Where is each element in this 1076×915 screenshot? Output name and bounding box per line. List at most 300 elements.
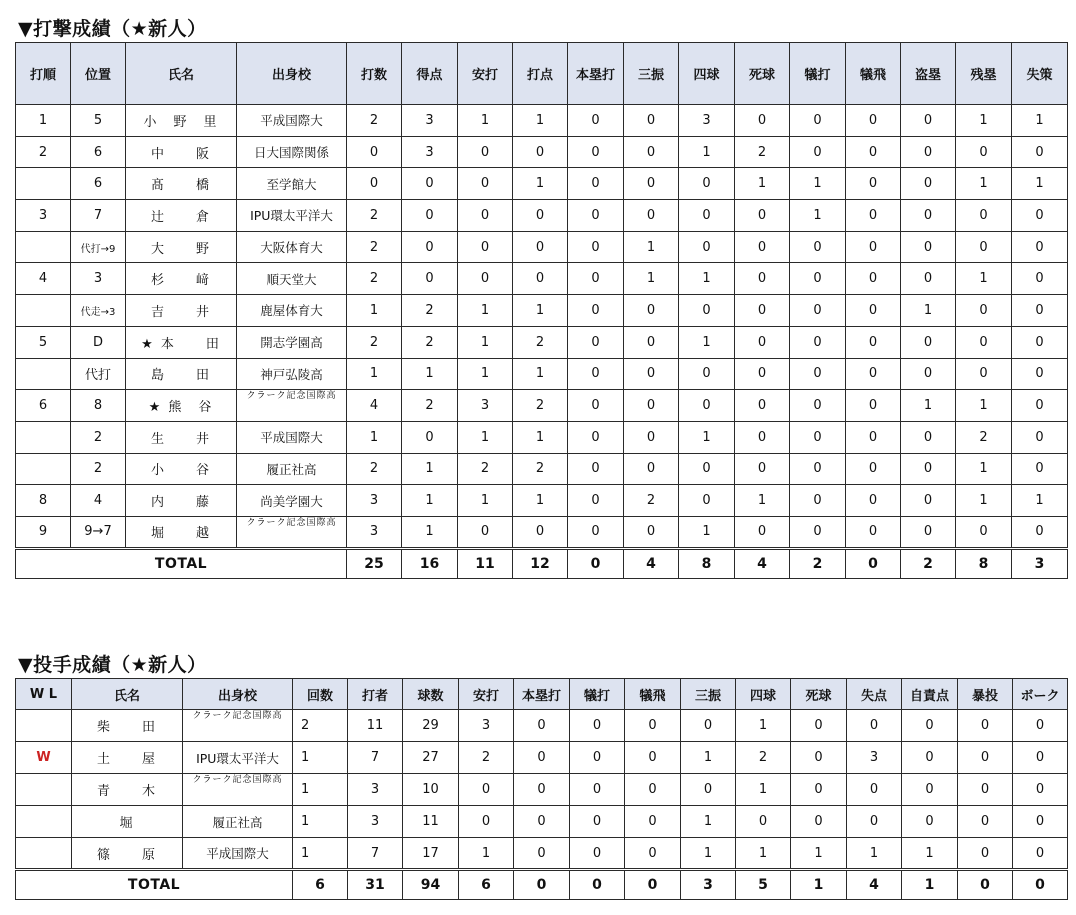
stat-cell: 2 [402, 326, 458, 358]
player-name: 髙 橋 [126, 168, 237, 200]
stat-cell: 2 [347, 105, 402, 137]
stat-cell: 0 [1012, 200, 1068, 232]
batting-order: 1 [16, 105, 71, 137]
stat-cell: 0 [402, 200, 458, 232]
stat-cell: 0 [568, 168, 624, 200]
stat-cell: 0 [625, 774, 681, 806]
player-name: ★ 本 田 [126, 326, 237, 358]
stat-cell: 0 [568, 295, 624, 327]
stat-cell: 1 [901, 390, 956, 422]
player-name: 内 藤 [126, 485, 237, 517]
stat-cell: 0 [958, 838, 1013, 870]
stat-cell: 0 [459, 774, 514, 806]
stat-cell: 1 [735, 485, 790, 517]
stat-cell: 0 [624, 200, 679, 232]
column-header: 三振 [624, 43, 679, 105]
stat-cell: 0 [624, 421, 679, 453]
stat-cell: 0 [568, 200, 624, 232]
stat-cell: 0 [901, 421, 956, 453]
column-header: 安打 [458, 43, 513, 105]
pitcher-name: 篠 原 [72, 838, 183, 870]
school: IPU環太平洋大 [183, 742, 293, 774]
stat-cell: 0 [624, 168, 679, 200]
stat-cell: 0 [514, 774, 570, 806]
stat-cell: 1 [458, 421, 513, 453]
column-header: 犠打 [790, 43, 846, 105]
position: 代打→9 [71, 231, 126, 263]
batting-section-title: ▼打撃成績（★新人） [18, 18, 207, 40]
stat-cell: 1 [681, 806, 736, 838]
stat-cell: 0 [902, 742, 958, 774]
stat-cell: 0 [402, 168, 458, 200]
stat-cell: 0 [846, 231, 901, 263]
column-header: 死球 [791, 679, 847, 710]
stat-cell: 0 [568, 390, 624, 422]
total-cell: 0 [514, 870, 570, 900]
stat-cell: 0 [790, 453, 846, 485]
stat-cell: 0 [791, 742, 847, 774]
stat-cell: 0 [846, 263, 901, 295]
stat-cell: 0 [681, 710, 736, 742]
stat-cell: 1 [402, 358, 458, 390]
stat-cell: 2 [458, 453, 513, 485]
stat-cell: 0 [846, 326, 901, 358]
stat-cell: 1 [956, 263, 1012, 295]
stat-cell: 0 [625, 806, 681, 838]
stat-cell: 2 [459, 742, 514, 774]
stat-cell: 1 [847, 838, 902, 870]
stat-cell: 0 [901, 485, 956, 517]
stat-cell: 1 [459, 838, 514, 870]
stat-cell: 0 [624, 453, 679, 485]
stat-cell: 1 [790, 168, 846, 200]
pitcher-name: 柴 田 [72, 710, 183, 742]
stat-cell: 1 [956, 485, 1012, 517]
stat-cell: 0 [846, 200, 901, 232]
batting-row [16, 105, 1068, 137]
position: 4 [71, 485, 126, 517]
stat-cell: 0 [568, 263, 624, 295]
player-name: 小 谷 [126, 453, 237, 485]
batting-row [16, 295, 1068, 327]
player-name: 生 井 [126, 421, 237, 453]
stat-cell: 0 [901, 200, 956, 232]
stat-cell: 3 [402, 136, 458, 168]
pitcher-name: 土 屋 [72, 742, 183, 774]
stat-cell: 4 [347, 390, 402, 422]
stat-cell: 0 [847, 774, 902, 806]
batting-row [16, 516, 1068, 548]
stat-cell: 0 [958, 774, 1013, 806]
win-loss-mark [16, 806, 72, 838]
batting-order [16, 453, 71, 485]
stat-cell: 0 [790, 326, 846, 358]
stat-cell: 0 [958, 806, 1013, 838]
stat-cell: 1 [679, 136, 735, 168]
stat-cell: 0 [901, 358, 956, 390]
column-header: ボーク [1013, 679, 1068, 710]
stat-cell: 0 [570, 838, 625, 870]
stat-cell: 1 [679, 421, 735, 453]
stat-cell: 0 [568, 105, 624, 137]
stat-cell: 0 [956, 326, 1012, 358]
stat-cell: 3 [459, 710, 514, 742]
stat-cell: 2 [513, 326, 568, 358]
stat-cell: 1 [513, 485, 568, 517]
stat-cell: 1 [513, 105, 568, 137]
stat-cell: 0 [570, 710, 625, 742]
pitching-section-title: ▼投手成績（★新人） [18, 654, 207, 676]
player-name: 杉 﨑 [126, 263, 237, 295]
total-cell: 4 [847, 870, 902, 900]
player-name: 中 阪 [126, 136, 237, 168]
stat-cell: 1 [681, 742, 736, 774]
stat-cell: 0 [956, 516, 1012, 548]
batting-total-row [16, 548, 1068, 578]
batting-row [16, 485, 1068, 517]
stat-cell: 0 [901, 105, 956, 137]
stat-cell: 3 [679, 105, 735, 137]
position: 9→7 [71, 516, 126, 548]
position: 2 [71, 421, 126, 453]
stat-cell: 0 [624, 295, 679, 327]
stat-cell: 0 [901, 231, 956, 263]
batting-order: 3 [16, 200, 71, 232]
school: クラーク記念国際高 [237, 390, 347, 422]
innings: 1 [293, 806, 348, 838]
stat-cell: 0 [1012, 390, 1068, 422]
total-cell: 25 [347, 548, 402, 578]
column-header: 氏名 [126, 43, 237, 105]
stat-cell: 1 [402, 516, 458, 548]
pitching-row [16, 710, 1068, 742]
stat-cell: 0 [514, 838, 570, 870]
stat-cell: 0 [679, 390, 735, 422]
stat-cell: 3 [348, 774, 403, 806]
stat-cell: 0 [1012, 231, 1068, 263]
stat-cell: 3 [847, 742, 902, 774]
stat-cell: 0 [847, 710, 902, 742]
stat-cell: 0 [791, 710, 847, 742]
school: 履正社高 [183, 806, 293, 838]
player-name: 大 野 [126, 231, 237, 263]
player-name: 吉 井 [126, 295, 237, 327]
stat-cell: 1 [402, 485, 458, 517]
stat-cell: 0 [846, 516, 901, 548]
stat-cell: 2 [956, 421, 1012, 453]
stat-cell: 0 [790, 105, 846, 137]
batting-row [16, 453, 1068, 485]
total-cell: 8 [679, 548, 735, 578]
player-name: 堀 越 [126, 516, 237, 548]
school: 順天堂大 [237, 263, 347, 295]
stat-cell: 3 [347, 485, 402, 517]
stat-cell: 1 [513, 168, 568, 200]
school: クラーク記念国際高 [183, 774, 293, 806]
stat-cell: 0 [402, 263, 458, 295]
stat-cell: 1 [791, 838, 847, 870]
stat-cell: 0 [846, 136, 901, 168]
stat-cell: 1 [458, 105, 513, 137]
column-header: 氏名 [72, 679, 183, 710]
stat-cell: 11 [403, 806, 459, 838]
stat-cell: 2 [347, 453, 402, 485]
stat-cell: 27 [403, 742, 459, 774]
stat-cell: 0 [1013, 742, 1068, 774]
stat-cell: 0 [570, 742, 625, 774]
school: 鹿屋体育大 [237, 295, 347, 327]
position: 代打 [71, 358, 126, 390]
stat-cell: 0 [735, 326, 790, 358]
total-cell: 16 [402, 548, 458, 578]
stat-cell: 0 [846, 390, 901, 422]
innings: 2 [293, 710, 348, 742]
stat-cell: 0 [681, 774, 736, 806]
stat-cell: 0 [679, 453, 735, 485]
stat-cell: 0 [625, 838, 681, 870]
stat-cell: 1 [347, 421, 402, 453]
column-header: 盗塁 [901, 43, 956, 105]
position: 6 [71, 136, 126, 168]
stat-cell: 0 [1012, 136, 1068, 168]
school: 平成国際大 [237, 421, 347, 453]
stat-cell: 0 [846, 358, 901, 390]
batting-row [16, 231, 1068, 263]
column-header: 出身校 [183, 679, 293, 710]
position: 6 [71, 168, 126, 200]
school: IPU環太平洋大 [237, 200, 347, 232]
stat-cell: 0 [679, 485, 735, 517]
stat-cell: 0 [790, 421, 846, 453]
school: 平成国際大 [183, 838, 293, 870]
stat-cell: 0 [902, 710, 958, 742]
stat-cell: 1 [736, 774, 791, 806]
column-header: 犠飛 [846, 43, 901, 105]
stat-cell: 0 [902, 806, 958, 838]
stat-cell: 0 [624, 390, 679, 422]
stat-cell: 1 [681, 838, 736, 870]
stat-cell: 0 [735, 263, 790, 295]
total-cell: 4 [735, 548, 790, 578]
stat-cell: 1 [458, 358, 513, 390]
stat-cell: 1 [902, 838, 958, 870]
column-header: 犠打 [570, 679, 625, 710]
batting-row [16, 200, 1068, 232]
stat-cell: 3 [348, 806, 403, 838]
stat-cell: 3 [347, 516, 402, 548]
column-header: 自責点 [902, 679, 958, 710]
innings: 1 [293, 742, 348, 774]
stat-cell: 0 [735, 200, 790, 232]
stat-cell: 0 [514, 710, 570, 742]
stat-cell: 0 [568, 485, 624, 517]
stat-cell: 7 [348, 838, 403, 870]
position: 3 [71, 263, 126, 295]
position: 7 [71, 200, 126, 232]
stat-cell: 0 [568, 326, 624, 358]
stat-cell: 0 [514, 742, 570, 774]
stat-cell: 0 [570, 806, 625, 838]
stat-cell: 0 [847, 806, 902, 838]
stat-cell: 1 [458, 295, 513, 327]
pitching-total-row [16, 870, 1068, 900]
stat-cell: 0 [901, 136, 956, 168]
stat-cell: 0 [514, 806, 570, 838]
batting-row [16, 326, 1068, 358]
stat-cell: 1 [513, 295, 568, 327]
column-header: W L [16, 679, 72, 710]
column-header: 球数 [403, 679, 459, 710]
school: 平成国際大 [237, 105, 347, 137]
stat-cell: 0 [736, 806, 791, 838]
stat-cell: 0 [625, 710, 681, 742]
column-header: 打者 [348, 679, 403, 710]
school: 大阪体育大 [237, 231, 347, 263]
stat-cell: 0 [790, 516, 846, 548]
stat-cell: 0 [458, 200, 513, 232]
stat-cell: 1 [736, 710, 791, 742]
column-header: 安打 [459, 679, 514, 710]
stat-cell: 1 [513, 421, 568, 453]
column-header: 失策 [1012, 43, 1068, 105]
column-header: 打順 [16, 43, 71, 105]
stat-cell: 1 [1012, 485, 1068, 517]
stat-cell: 2 [513, 390, 568, 422]
stat-cell: 0 [790, 231, 846, 263]
stat-cell: 0 [402, 231, 458, 263]
total-cell: 6 [293, 870, 348, 900]
stat-cell: 1 [956, 105, 1012, 137]
column-header: 出身校 [237, 43, 347, 105]
batting-order [16, 295, 71, 327]
total-cell: 1 [791, 870, 847, 900]
stat-cell: 1 [679, 516, 735, 548]
total-cell: 3 [1012, 548, 1068, 578]
column-header: 失点 [847, 679, 902, 710]
total-cell: 12 [513, 548, 568, 578]
batting-order: 5 [16, 326, 71, 358]
school: 日大国際関係 [237, 136, 347, 168]
total-cell: 5 [736, 870, 791, 900]
stat-cell: 1 [956, 168, 1012, 200]
batting-order [16, 358, 71, 390]
stat-cell: 0 [568, 453, 624, 485]
stat-cell: 0 [1012, 326, 1068, 358]
stat-cell: 1 [624, 231, 679, 263]
stat-cell: 0 [347, 136, 402, 168]
stat-cell: 0 [624, 358, 679, 390]
stat-cell: 0 [347, 168, 402, 200]
stat-cell: 0 [1012, 453, 1068, 485]
column-header: 暴投 [958, 679, 1013, 710]
stat-cell: 0 [846, 105, 901, 137]
stat-cell: 0 [790, 295, 846, 327]
stat-cell: 0 [568, 231, 624, 263]
column-header: 四球 [736, 679, 791, 710]
stat-cell: 1 [1012, 168, 1068, 200]
stat-cell: 0 [513, 263, 568, 295]
stat-cell: 0 [402, 421, 458, 453]
stat-cell: 1 [901, 295, 956, 327]
position: 5 [71, 105, 126, 137]
stat-cell: 0 [1013, 806, 1068, 838]
batting-row [16, 263, 1068, 295]
stat-cell: 0 [956, 200, 1012, 232]
stat-cell: 0 [846, 453, 901, 485]
batting-order [16, 421, 71, 453]
stat-cell: 11 [348, 710, 403, 742]
stat-cell: 0 [513, 200, 568, 232]
batting-order: 2 [16, 136, 71, 168]
stat-cell: 0 [901, 263, 956, 295]
total-cell: 31 [348, 870, 403, 900]
stat-cell: 0 [735, 295, 790, 327]
stat-cell: 0 [901, 326, 956, 358]
stat-cell: 0 [679, 231, 735, 263]
stat-cell: 0 [568, 421, 624, 453]
stat-cell: 2 [347, 326, 402, 358]
total-cell: 6 [459, 870, 514, 900]
stat-cell: 2 [347, 200, 402, 232]
stat-cell: 0 [1012, 295, 1068, 327]
stat-cell: 1 [679, 326, 735, 358]
position: 2 [71, 453, 126, 485]
stat-cell: 0 [624, 136, 679, 168]
win-loss-mark [16, 838, 72, 870]
player-name: 辻 倉 [126, 200, 237, 232]
stat-cell: 1 [458, 485, 513, 517]
innings: 1 [293, 774, 348, 806]
stat-cell: 0 [958, 710, 1013, 742]
batting-row [16, 136, 1068, 168]
stat-cell: 0 [568, 136, 624, 168]
school: 至学館大 [237, 168, 347, 200]
stat-cell: 0 [956, 295, 1012, 327]
stat-cell: 2 [736, 742, 791, 774]
win-loss-mark: W [16, 742, 72, 774]
stat-cell: 1 [347, 358, 402, 390]
batting-row [16, 168, 1068, 200]
stat-cell: 0 [1013, 710, 1068, 742]
stat-cell: 1 [790, 200, 846, 232]
stat-cell: 0 [846, 485, 901, 517]
stat-cell: 0 [513, 231, 568, 263]
total-cell: 2 [901, 548, 956, 578]
column-header: 本塁打 [568, 43, 624, 105]
stat-cell: 2 [347, 263, 402, 295]
stat-cell: 2 [402, 390, 458, 422]
stat-cell: 1 [736, 838, 791, 870]
stat-cell: 0 [458, 168, 513, 200]
stat-cell: 0 [790, 263, 846, 295]
total-cell: 8 [956, 548, 1012, 578]
stat-cell: 0 [790, 390, 846, 422]
stat-cell: 1 [956, 390, 1012, 422]
total-cell: 0 [570, 870, 625, 900]
stat-cell: 0 [679, 358, 735, 390]
batting-row [16, 390, 1068, 422]
stat-cell: 0 [568, 516, 624, 548]
stat-cell: 0 [790, 485, 846, 517]
stat-cell: 0 [901, 168, 956, 200]
stat-cell: 0 [624, 105, 679, 137]
pitching-row [16, 838, 1068, 870]
stat-cell: 1 [679, 263, 735, 295]
stat-cell: 0 [790, 358, 846, 390]
stat-cell: 0 [570, 774, 625, 806]
stat-cell: 0 [1012, 263, 1068, 295]
player-name: ★ 熊 谷 [126, 390, 237, 422]
